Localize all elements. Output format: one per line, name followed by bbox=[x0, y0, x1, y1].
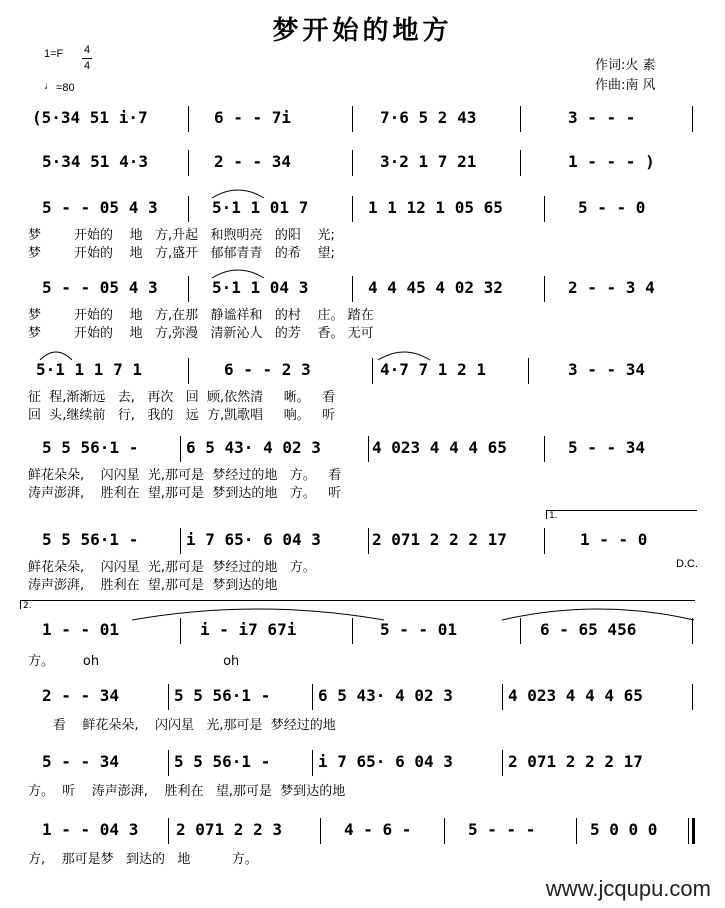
tempo-note-icon: ♩ bbox=[44, 80, 55, 92]
bar-line bbox=[168, 818, 169, 844]
time-signature-bottom: 4 bbox=[84, 60, 91, 72]
bar-line bbox=[180, 528, 181, 554]
measure: 5 - - 05 4 3 bbox=[42, 278, 158, 297]
measures bbox=[28, 820, 658, 842]
measure: i 7 65· 6 04 3 bbox=[186, 530, 321, 549]
time-signature-rule bbox=[82, 58, 92, 59]
first-ending-bracket: 1. bbox=[546, 510, 697, 519]
measure: 6 - - 7i bbox=[214, 108, 292, 127]
bar-line bbox=[372, 358, 373, 384]
measure: i - i7 67i bbox=[200, 620, 297, 639]
time-signature-top: 4 bbox=[84, 44, 91, 56]
bar-line bbox=[544, 528, 545, 554]
lyric-verse-2: 涛声澎湃, 胜利在 望,那可是 梦到达的地 bbox=[28, 578, 278, 593]
bar-line bbox=[168, 750, 169, 776]
lyric-line: 看 鲜花朵朵, 闪闪星 光,那可是 梦经过的地 bbox=[28, 718, 336, 733]
measures bbox=[28, 686, 643, 708]
measure: 2 071 2 2 2 17 bbox=[372, 530, 507, 549]
measure: 5·1 1 01 7 bbox=[212, 198, 309, 217]
song-title: 梦开始的地方 bbox=[272, 16, 453, 46]
bar-line bbox=[352, 106, 353, 132]
bar-line bbox=[520, 106, 521, 132]
measure: 4 4 45 4 02 32 bbox=[368, 278, 503, 297]
score-line-4 bbox=[28, 278, 700, 348]
score-line-10 bbox=[28, 752, 700, 802]
bar-line bbox=[368, 528, 369, 554]
bar-line bbox=[188, 196, 189, 222]
second-ending-bracket: 2. bbox=[20, 600, 695, 609]
measures bbox=[28, 530, 648, 552]
measure: 5·1 1 1 7 1 bbox=[36, 360, 142, 379]
bar-line bbox=[180, 618, 181, 644]
bar-line bbox=[528, 358, 529, 384]
measure: 2 - - 34 bbox=[42, 686, 120, 705]
score-line-5 bbox=[28, 360, 700, 430]
measure: 5 - - 34 bbox=[568, 438, 646, 457]
measure: 1 - - - ) bbox=[568, 152, 655, 171]
lyric-line: 方。 oh oh bbox=[28, 654, 240, 669]
measures bbox=[28, 152, 655, 174]
measure: 1 - - 0 bbox=[580, 530, 648, 549]
lyric-line: 方, 那可是梦 到达的 地 方。 bbox=[28, 852, 258, 867]
bar-line bbox=[692, 106, 693, 132]
measure: 6 - 65 456 bbox=[540, 620, 637, 639]
measure: 5 0 0 0 bbox=[590, 820, 658, 839]
da-capo-marking: D.C. bbox=[676, 558, 698, 570]
measures bbox=[28, 278, 655, 300]
lyric-verse-1: 梦 开始的 地 方,在那 静谧祥和 的村 庄。 踏在 bbox=[28, 308, 374, 323]
measure: 5 5 56·1 - bbox=[174, 686, 271, 705]
measures bbox=[28, 438, 646, 460]
measures bbox=[28, 752, 643, 774]
score-line-7 bbox=[28, 511, 700, 600]
measure: i 7 65· 6 04 3 bbox=[318, 752, 453, 771]
measure: 7·6 5 2 43 bbox=[380, 108, 477, 127]
bar-line bbox=[544, 436, 545, 462]
lyric-verse-2: 回 头,继续前 行, 我的 远 方,凯歌唱 响。 听 bbox=[28, 408, 336, 423]
site-watermark: www.jcqupu.com bbox=[545, 876, 711, 901]
measure: 5 - - 05 4 3 bbox=[42, 198, 158, 217]
measure: 5 5 56·1 - bbox=[42, 530, 139, 549]
final-bar-thick bbox=[692, 818, 695, 844]
score-line-9 bbox=[28, 686, 700, 736]
lyric-verse-1: 征 程,渐渐远 去, 再次 回 顾,依然清 晰。 看 bbox=[28, 390, 336, 405]
score-line-3 bbox=[28, 198, 700, 268]
bar-line bbox=[520, 618, 521, 644]
bar-line bbox=[368, 436, 369, 462]
measure: 6 5 43· 4 02 3 bbox=[318, 686, 453, 705]
measure: 5 5 56·1 - bbox=[174, 752, 271, 771]
measures bbox=[28, 360, 646, 382]
measure: 6 5 43· 4 02 3 bbox=[186, 438, 321, 457]
score-line-8 bbox=[23, 601, 700, 670]
measure: 2 071 2 2 3 bbox=[176, 820, 282, 839]
bar-line bbox=[168, 684, 169, 710]
lyricist-credit: 作词:火 素 bbox=[595, 58, 656, 73]
lyric-verse-2: 涛声澎湃, 胜利在 望,那可是 梦到达的地 方。 听 bbox=[28, 486, 342, 501]
measure: 3 - - 34 bbox=[568, 360, 646, 379]
score-line-1 bbox=[28, 108, 700, 138]
bar-line bbox=[352, 276, 353, 302]
bar-line bbox=[188, 276, 189, 302]
score-line-2 bbox=[28, 152, 700, 182]
measure: 6 - - 2 3 bbox=[224, 360, 311, 379]
measure: 2 - - 34 bbox=[214, 152, 292, 171]
measure: 5 - - 01 bbox=[380, 620, 458, 639]
measure: 5·1 1 04 3 bbox=[212, 278, 309, 297]
bar-line bbox=[352, 150, 353, 176]
bar-line bbox=[188, 358, 189, 384]
measure: 2 - - 3 4 bbox=[568, 278, 655, 297]
bar-line bbox=[312, 684, 313, 710]
measures bbox=[28, 108, 636, 130]
measure: 5·34 51 4·3 bbox=[42, 152, 148, 171]
measures bbox=[28, 198, 646, 220]
bar-line bbox=[692, 618, 693, 644]
measure: 4 023 4 4 4 65 bbox=[372, 438, 507, 457]
lyric-verse-1: 鲜花朵朵, 闪闪星 光,那可是 梦经过的地 方。 bbox=[28, 560, 316, 575]
bar-line bbox=[352, 618, 353, 644]
bar-line bbox=[502, 750, 503, 776]
measure: 5 - - 0 bbox=[578, 198, 646, 217]
measure: 5 5 56·1 - bbox=[42, 438, 139, 457]
lyric-verse-2: 梦 开始的 地 方,弥漫 清新沁人 的芳 香。 无可 bbox=[28, 326, 374, 341]
bar-line bbox=[352, 196, 353, 222]
score-line-6 bbox=[28, 438, 700, 508]
bar-line bbox=[180, 436, 181, 462]
lyric-verse-1: 鲜花朵朵, 闪闪星 光,那可是 梦经过的地 方。 看 bbox=[28, 468, 342, 483]
measure: 5 - - 34 bbox=[42, 752, 120, 771]
measure: 1 - - 04 3 bbox=[42, 820, 139, 839]
bar-line bbox=[520, 150, 521, 176]
lyric-verse-2: 梦 开始的 地 方,盛开 郁郁青青 的希 望; bbox=[28, 246, 335, 261]
measure: 5 - - - bbox=[468, 820, 536, 839]
measure: 3 - - - bbox=[568, 108, 636, 127]
bar-line bbox=[502, 684, 503, 710]
lyric-line: 方。 听 涛声澎湃, 胜利在 望,那可是 梦到达的地 bbox=[28, 784, 346, 799]
tempo-marking: =80 bbox=[56, 82, 75, 94]
score-line-11 bbox=[28, 820, 700, 870]
bar-line bbox=[544, 276, 545, 302]
measure: 4·7 7 1 2 1 bbox=[380, 360, 486, 379]
composer-credit: 作曲:南 风 bbox=[595, 78, 656, 93]
measure: 4 023 4 4 4 65 bbox=[508, 686, 643, 705]
measure: 4 - 6 - bbox=[344, 820, 412, 839]
measure: 1 - - 01 bbox=[42, 620, 120, 639]
bar-line bbox=[544, 196, 545, 222]
bar-line bbox=[320, 818, 321, 844]
bar-line bbox=[444, 818, 445, 844]
final-bar-thin bbox=[688, 818, 689, 844]
measure: 1 1 12 1 05 65 bbox=[368, 198, 503, 217]
measure: (5·34 51 i·7 bbox=[32, 108, 148, 127]
bar-line bbox=[188, 150, 189, 176]
measure: 3·2 1 7 21 bbox=[380, 152, 477, 171]
measure: 2 071 2 2 2 17 bbox=[508, 752, 643, 771]
bar-line bbox=[188, 106, 189, 132]
bar-line bbox=[576, 818, 577, 844]
bar-line bbox=[692, 684, 693, 710]
measures bbox=[28, 620, 637, 642]
bar-line bbox=[312, 750, 313, 776]
key-signature: 1=F bbox=[44, 48, 64, 60]
lyric-verse-1: 梦 开始的 地 方,升起 和煦明亮 的阳 光; bbox=[28, 228, 335, 243]
